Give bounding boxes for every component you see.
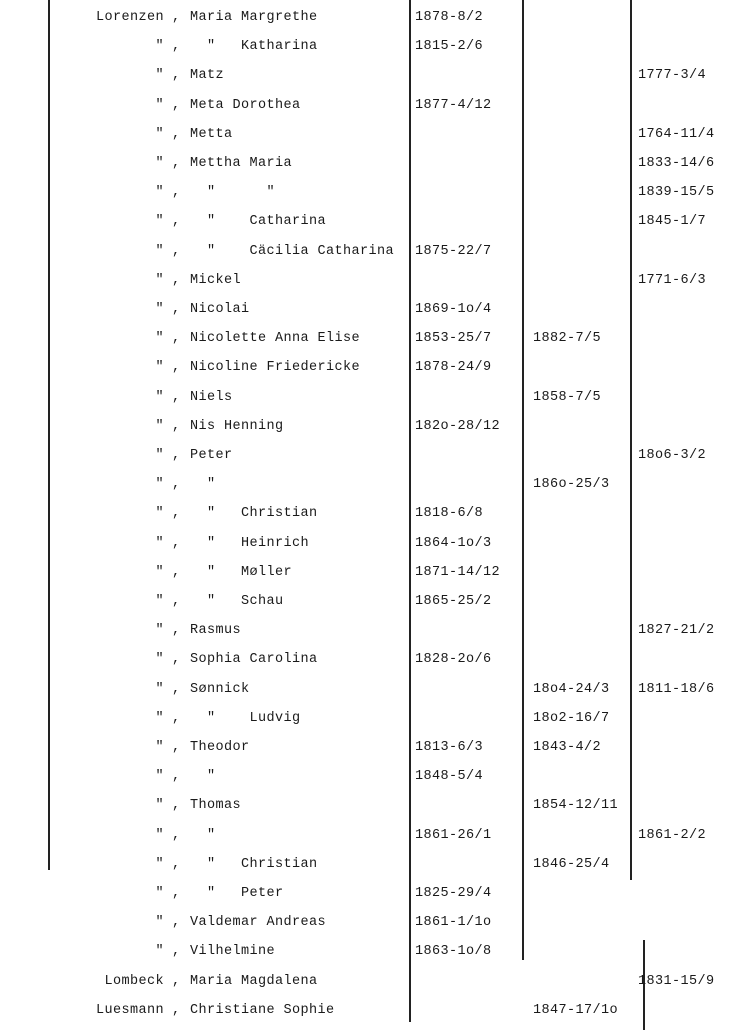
- separator-comma: ,: [172, 68, 181, 84]
- table-row: [0, 622, 750, 651]
- separator-comma: ,: [172, 681, 181, 697]
- table-row: [0, 885, 750, 914]
- surname-cell: ": [155, 185, 164, 201]
- surname-cell: ": [155, 886, 164, 901]
- date-column-1: 1848-5/4: [415, 769, 484, 785]
- surname-cell: ": [155, 740, 164, 755]
- table-row: [0, 856, 750, 885]
- separator-comma: ,: [172, 769, 181, 785]
- date-column-1: 1871-14/12: [415, 564, 501, 580]
- date-column-1: 1853-25/7: [415, 331, 492, 347]
- separator-comma: ,: [172, 594, 181, 609]
- given-name-cell: Mickel: [190, 272, 242, 288]
- date-column-1: 1818-6/8: [415, 506, 484, 522]
- date-column-3: 1833-14/6: [638, 156, 715, 171]
- table-row: [0, 301, 750, 330]
- given-name-cell: " Cäcilia Catharina: [190, 243, 395, 259]
- separator-comma: ,: [172, 827, 181, 843]
- given-name-cell: " ": [190, 185, 276, 201]
- surname-cell: ": [155, 156, 164, 171]
- separator-comma: ,: [172, 710, 181, 726]
- date-column-1: 1815-2/6: [415, 39, 484, 55]
- date-column-3: 1861-2/2: [638, 827, 707, 843]
- separator-comma: ,: [172, 126, 181, 142]
- surname-cell: ": [155, 477, 164, 493]
- table-row: [0, 389, 750, 418]
- surname-cell: ": [155, 360, 164, 376]
- separator-comma: ,: [172, 243, 181, 259]
- surname-cell: Lombeck: [104, 973, 164, 989]
- given-name-cell: Nicoline Friedericke: [190, 360, 361, 376]
- table-row: [0, 213, 750, 242]
- separator-comma: ,: [172, 564, 181, 580]
- surname-cell: ": [155, 915, 164, 931]
- given-name-cell: Sophia Carolina: [190, 652, 318, 668]
- given-name-cell: Meta Dorothea: [190, 97, 301, 113]
- date-column-1: 1863-1o/8: [415, 944, 492, 960]
- table-row: [0, 447, 750, 476]
- table-row: [0, 418, 750, 447]
- separator-comma: ,: [172, 389, 181, 405]
- table-row: [0, 768, 750, 797]
- date-column-3: 1771-6/3: [638, 272, 707, 288]
- surname-cell: ": [155, 594, 164, 609]
- separator-comma: ,: [172, 418, 181, 434]
- table-row: [0, 943, 750, 972]
- given-name-cell: " Heinrich: [190, 535, 310, 551]
- table-row: [0, 973, 750, 1002]
- separator-comma: ,: [172, 302, 181, 317]
- given-name-cell: Christiane Sophie: [190, 1002, 335, 1018]
- given-name-cell: " Ludvig: [190, 710, 301, 726]
- surname-cell: ": [155, 272, 164, 288]
- date-column-1: 1828-2o/6: [415, 652, 492, 668]
- date-column-3: 18o6-3/2: [638, 448, 707, 463]
- given-name-cell: ": [190, 769, 216, 785]
- date-column-3: 1831-15/9: [638, 973, 715, 989]
- date-column-2: 18o4-24/3: [533, 681, 610, 697]
- date-column-2: 1858-7/5: [533, 389, 602, 405]
- date-column-2: 1847-17/1o: [533, 1002, 619, 1018]
- table-row: [0, 272, 750, 301]
- surname-cell: ": [155, 623, 164, 639]
- date-column-1: 1877-4/12: [415, 97, 492, 113]
- surname-cell: ": [155, 564, 164, 580]
- table-row: [0, 359, 750, 388]
- table-row: [0, 184, 750, 213]
- surname-cell: ": [155, 331, 164, 347]
- table-row: [0, 651, 750, 680]
- surname-cell: ": [155, 97, 164, 113]
- separator-comma: ,: [172, 448, 181, 463]
- separator-comma: ,: [172, 331, 181, 347]
- date-column-1: 182o-28/12: [415, 418, 501, 434]
- surname-cell: ": [155, 769, 164, 785]
- surname-cell: ": [155, 944, 164, 960]
- surname-cell: Luesmann: [95, 1002, 164, 1018]
- surname-cell: ": [155, 126, 164, 142]
- date-column-3: 1845-1/7: [638, 214, 707, 230]
- separator-comma: ,: [172, 360, 181, 376]
- separator-comma: ,: [172, 214, 181, 230]
- date-column-1: 1865-25/2: [415, 594, 492, 609]
- surname-cell: ": [155, 506, 164, 522]
- separator-comma: ,: [172, 1002, 181, 1018]
- surname-cell: ": [155, 448, 164, 463]
- table-row: [0, 914, 750, 943]
- table-row: [0, 535, 750, 564]
- given-name-cell: Mettha Maria: [190, 156, 293, 171]
- surname-cell: ": [155, 535, 164, 551]
- table-row: [0, 827, 750, 856]
- date-column-1: 1861-1/1o: [415, 915, 492, 931]
- given-name-cell: " Catharina: [190, 214, 327, 230]
- given-name-cell: Nicolai: [190, 302, 250, 317]
- table-row: [0, 710, 750, 739]
- separator-comma: ,: [172, 915, 181, 931]
- given-name-cell: Nis Henning: [190, 418, 284, 434]
- given-name-cell: Nicolette Anna Elise: [190, 331, 361, 347]
- given-name-cell: Valdemar Andreas: [190, 915, 327, 931]
- table-row: [0, 476, 750, 505]
- date-column-3: 1811-18/6: [638, 681, 715, 697]
- surname-cell: ": [155, 798, 164, 814]
- date-column-2: 1843-4/2: [533, 740, 602, 755]
- date-column-1: 1875-22/7: [415, 243, 492, 259]
- given-name-cell: " Møller: [190, 564, 293, 580]
- table-row: [0, 67, 750, 96]
- date-column-1: 1864-1o/3: [415, 535, 492, 551]
- date-column-2: 186o-25/3: [533, 477, 610, 493]
- separator-comma: ,: [172, 97, 181, 113]
- given-name-cell: Theodor: [190, 740, 250, 755]
- separator-comma: ,: [172, 886, 181, 901]
- table-row: [0, 155, 750, 184]
- date-column-1: 1813-6/3: [415, 740, 484, 755]
- date-column-2: 1846-25/4: [533, 856, 610, 872]
- surname-cell: ": [155, 68, 164, 84]
- given-name-cell: Peter: [190, 448, 233, 463]
- table-row: [0, 564, 750, 593]
- separator-comma: ,: [172, 623, 181, 639]
- surname-cell: ": [155, 856, 164, 872]
- given-name-cell: " Katharina: [190, 39, 318, 55]
- separator-comma: ,: [172, 652, 181, 668]
- given-name-cell: Vilhelmine: [190, 944, 276, 960]
- date-column-3: 1777-3/4: [638, 68, 707, 84]
- separator-comma: ,: [172, 856, 181, 872]
- date-column-2: 1854-12/11: [533, 798, 619, 814]
- surname-cell: ": [155, 827, 164, 843]
- surname-cell: ": [155, 39, 164, 55]
- given-name-cell: ": [190, 477, 216, 493]
- surname-cell: ": [155, 681, 164, 697]
- table-row: [0, 739, 750, 768]
- table-row: [0, 126, 750, 155]
- table-row: [0, 97, 750, 126]
- given-name-cell: " Schau: [190, 594, 284, 609]
- given-name-cell: Rasmus: [190, 623, 242, 639]
- table-row: [0, 38, 750, 67]
- date-column-3: 1764-11/4: [638, 126, 715, 142]
- date-column-1: 1869-1o/4: [415, 302, 492, 317]
- date-column-3: 1827-21/2: [638, 623, 715, 639]
- given-name-cell: ": [190, 827, 216, 843]
- table-row: [0, 243, 750, 272]
- surname-cell: ": [155, 710, 164, 726]
- given-name-cell: " Peter: [190, 886, 284, 901]
- separator-comma: ,: [172, 506, 181, 522]
- table-row: [0, 330, 750, 359]
- date-column-2: 18o2-16/7: [533, 710, 610, 726]
- date-column-1: 1861-26/1: [415, 827, 492, 843]
- surname-cell: ": [155, 302, 164, 317]
- given-name-cell: Metta: [190, 126, 233, 142]
- separator-comma: ,: [172, 10, 181, 25]
- surname-cell: ": [155, 214, 164, 230]
- surname-cell: ": [155, 243, 164, 259]
- date-column-1: 1878-8/2: [415, 10, 484, 25]
- separator-comma: ,: [172, 944, 181, 960]
- separator-comma: ,: [172, 535, 181, 551]
- given-name-cell: " Christian: [190, 856, 318, 872]
- separator-comma: ,: [172, 973, 181, 989]
- given-name-cell: Thomas: [190, 798, 242, 814]
- given-name-cell: " Christian: [190, 506, 318, 522]
- separator-comma: ,: [172, 740, 181, 755]
- separator-comma: ,: [172, 39, 181, 55]
- surname-cell: ": [155, 652, 164, 668]
- separator-comma: ,: [172, 798, 181, 814]
- separator-comma: ,: [172, 272, 181, 288]
- table-row: [0, 797, 750, 826]
- separator-comma: ,: [172, 156, 181, 171]
- surname-cell: Lorenzen: [95, 10, 164, 25]
- given-name-cell: Niels: [190, 389, 233, 405]
- table-row: [0, 9, 750, 38]
- given-name-cell: Matz: [190, 68, 225, 84]
- table-row: [0, 1002, 750, 1031]
- date-column-2: 1882-7/5: [533, 331, 602, 347]
- given-name-cell: Maria Margrethe: [190, 10, 318, 25]
- table-row: [0, 505, 750, 534]
- date-column-3: 1839-15/5: [638, 185, 715, 201]
- given-name-cell: Sønnick: [190, 681, 250, 697]
- surname-cell: ": [155, 418, 164, 434]
- table-row: [0, 593, 750, 622]
- separator-comma: ,: [172, 185, 181, 201]
- table-row: [0, 681, 750, 710]
- separator-comma: ,: [172, 477, 181, 493]
- given-name-cell: Maria Magdalena: [190, 973, 318, 989]
- surname-cell: ": [155, 389, 164, 405]
- date-column-1: 1825-29/4: [415, 886, 492, 901]
- date-column-1: 1878-24/9: [415, 360, 492, 376]
